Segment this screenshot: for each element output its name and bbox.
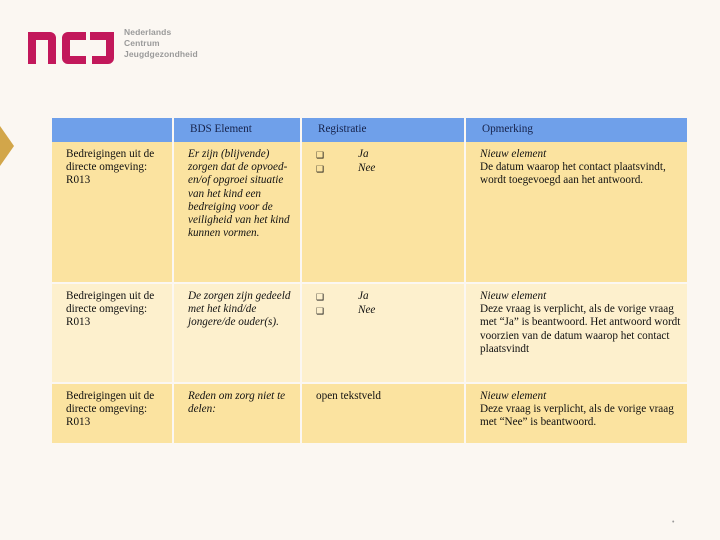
remark-head: Nieuw element [480,148,547,160]
header-registratie: Registratie [301,118,465,142]
checkbox-icon[interactable]: ❑ [316,150,325,160]
option-nee[interactable] [316,162,458,176]
slide-arrow-icon [0,126,14,166]
option-label: Ja [358,290,369,302]
option-label: Ja [358,148,369,160]
bds-element-text: Er zijn (blijvende) zorgen dat de opvoed- en/of opgroei situatie van het kind een bedreiging voor de veiligheid van het kind kunnen vormen. [173,142,301,283]
remark-cell [465,383,687,444]
header-empty [52,118,173,142]
registration-cell [301,283,465,383]
checkbox-icon[interactable]: ❑ [316,164,325,174]
remark-cell [465,142,687,283]
checkbox-icon[interactable]: ❑ [316,306,325,316]
registration-text: open tekstveld [301,383,465,444]
registration-cell [301,142,465,283]
remark-body: De datum waarop het contact plaatsvindt, wordt toegevoegd aan het antwoord. [480,161,666,187]
option-label: Nee [358,162,376,174]
bds-element-text: Reden om zorg niet te delen: [173,383,301,444]
page-marker: • [672,519,675,526]
ncj-logo-mark [28,26,118,66]
remark-head: Nieuw element [480,290,547,302]
remark-head: Nieuw element [480,390,547,402]
table-row [52,383,687,444]
option-ja[interactable] [316,290,458,304]
bds-table [52,118,687,445]
ncj-logo [28,26,228,70]
remark-body: Deze vraag is verplicht, als de vorige vraag met “Ja” is beantwoord. Het antwoord wordt voorzien van de datum waarop het contact plaatsvindt [480,303,681,355]
row-label: Bedreigingen uit de directe omgeving: R013 [52,142,173,283]
remark-cell [465,283,687,383]
logo-line-1: Nederlands [124,27,172,37]
remark-body: Deze vraag is verplicht, als de vorige vraag met “Nee” is beantwoord. [480,403,674,429]
option-label: Nee [358,304,376,316]
logo-line-3: Jeugdgezondheid [124,49,198,59]
header-opmerking: Opmerking [465,118,687,142]
table-header-row [52,118,687,142]
table-row [52,142,687,283]
option-ja[interactable] [316,148,458,162]
row-label: Bedreigingen uit de directe omgeving: R013 [52,283,173,383]
header-bds-element: BDS Element [173,118,301,142]
row-label: Bedreigingen uit de directe omgeving: R013 [52,383,173,444]
logo-text [124,27,198,60]
option-nee[interactable] [316,304,458,318]
logo-line-2: Centrum [124,38,160,48]
table-row [52,283,687,383]
bds-element-text: De zorgen zijn gedeeld met het kind/de jongere/de ouder(s). [173,283,301,383]
checkbox-icon[interactable]: ❑ [316,292,325,302]
